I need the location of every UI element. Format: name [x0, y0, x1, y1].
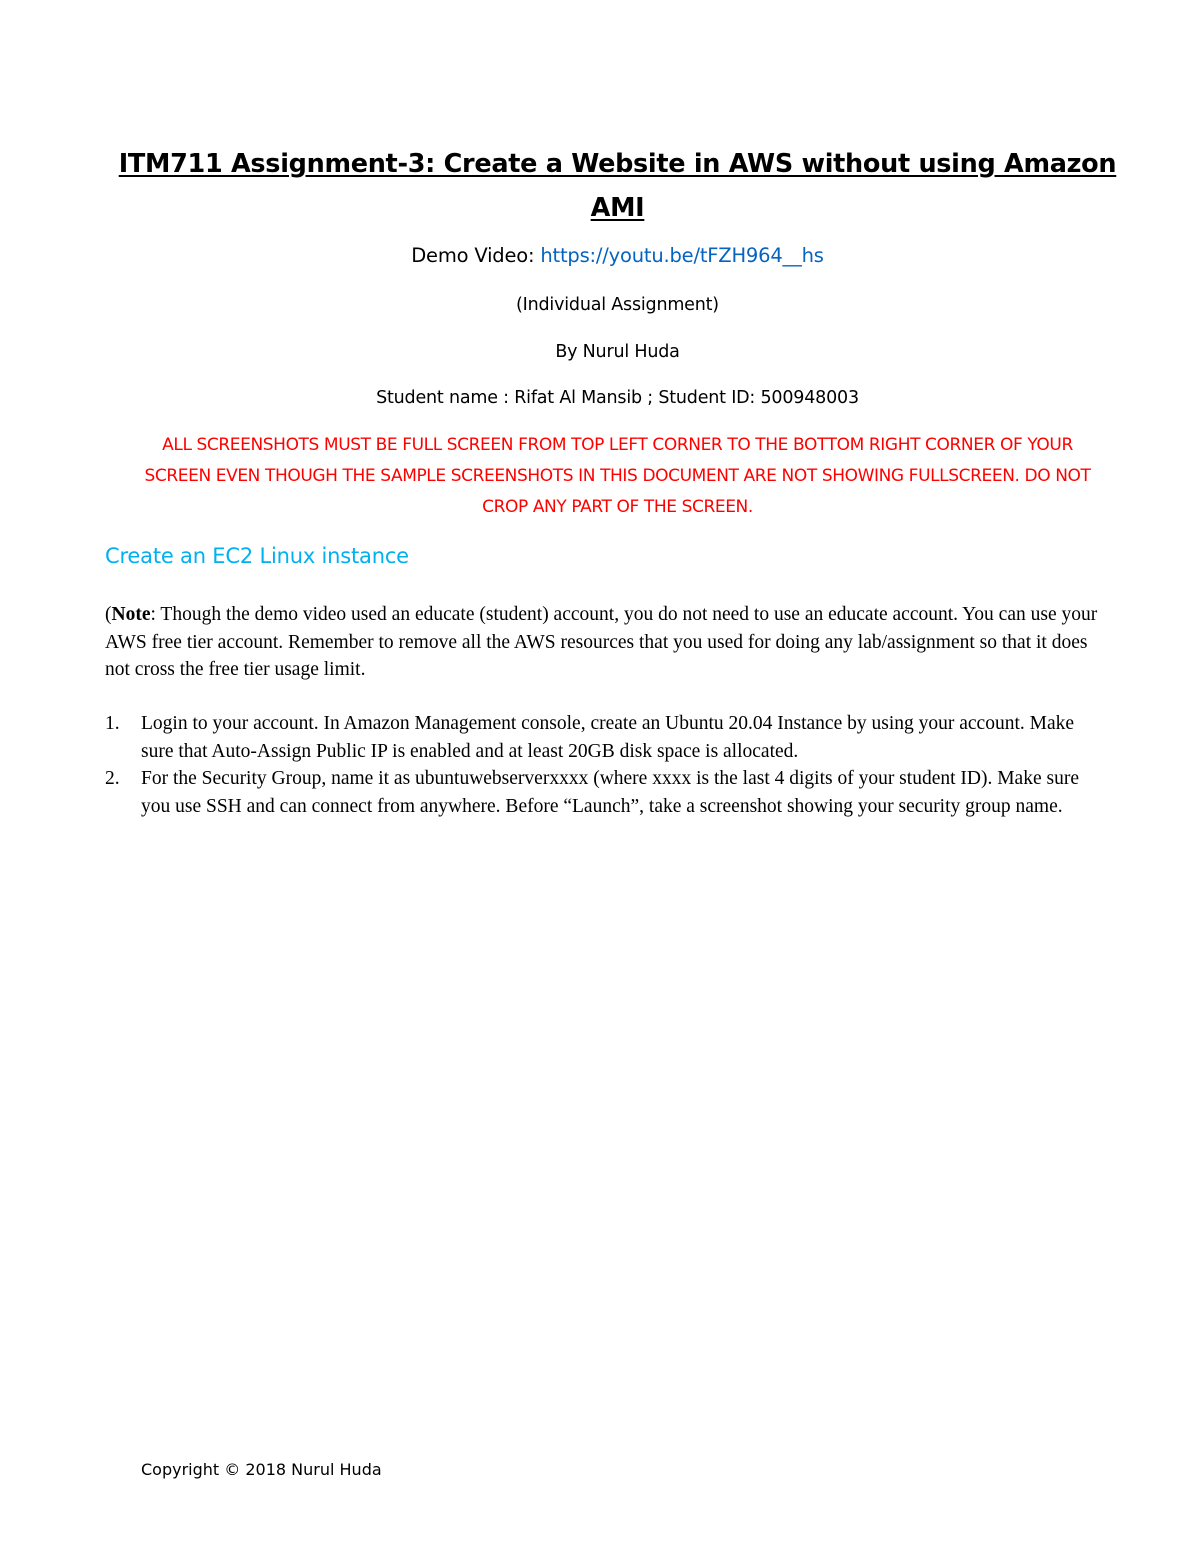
- list-item: [105, 765, 1100, 820]
- note-text: : Though the demo video used an educate (student) account, you do not need to use an educate account. You can use your AWS free tier account. Remember to remove all the AWS resources that you used for doing any lab/assignment so that it does not cross the free tier usage limit.: [105, 604, 1098, 680]
- note-open-paren: (: [105, 604, 112, 625]
- list-item-number: 1.: [105, 713, 120, 734]
- author-line: By Nurul Huda: [555, 342, 680, 362]
- demo-video-link[interactable]: https://youtu.be/tFZH964__hs: [540, 244, 824, 267]
- note-paragraph: [105, 601, 1100, 684]
- steps-list: [105, 710, 1100, 820]
- list-item: [105, 710, 1100, 765]
- student-info: Student name : Rifat Al Mansib ; Student ID: 500948003: [376, 388, 859, 408]
- document-title: ITM711 Assignment-3: Create a Website in AWS without using Amazon AMI: [118, 149, 1117, 223]
- screenshot-warning: ALL SCREENSHOTS MUST BE FULL SCREEN FROM TOP LEFT CORNER TO THE BOTTOM RIGHT CORNER OF YOUR SCREEN EVEN THOUGH THE SAMPLE SCREENSHOTS IN THIS DOCUMENT ARE NOT SHOWING FULLSCREEN. DO NOT CROP ANY PART OF THE SCREEN.: [144, 435, 1091, 517]
- demo-video-label: Demo Video:: [411, 244, 541, 267]
- list-item-text: Login to your account. In Amazon Management console, create an Ubuntu 20.04 Instance by using your account. Make sure that Auto-Assign Public IP is enabled and at least 20GB disk space is allocated.: [141, 713, 1075, 762]
- assignment-type: (Individual Assignment): [516, 295, 719, 315]
- list-item-number: 2.: [105, 768, 120, 789]
- copyright-footer: Copyright © 2018 Nurul Huda: [141, 1460, 382, 1479]
- section-heading: Create an EC2 Linux instance: [105, 544, 409, 568]
- note-label: Note: [111, 604, 151, 625]
- demo-video-line: [105, 244, 1130, 268]
- list-item-text: For the Security Group, name it as ubuntuwebserverxxxx (where xxxx is the last 4 digits of your student ID). Make sure you use SSH and can connect from anywhere. Before “Launch”, take a screenshot showing your security group name.: [141, 768, 1079, 817]
